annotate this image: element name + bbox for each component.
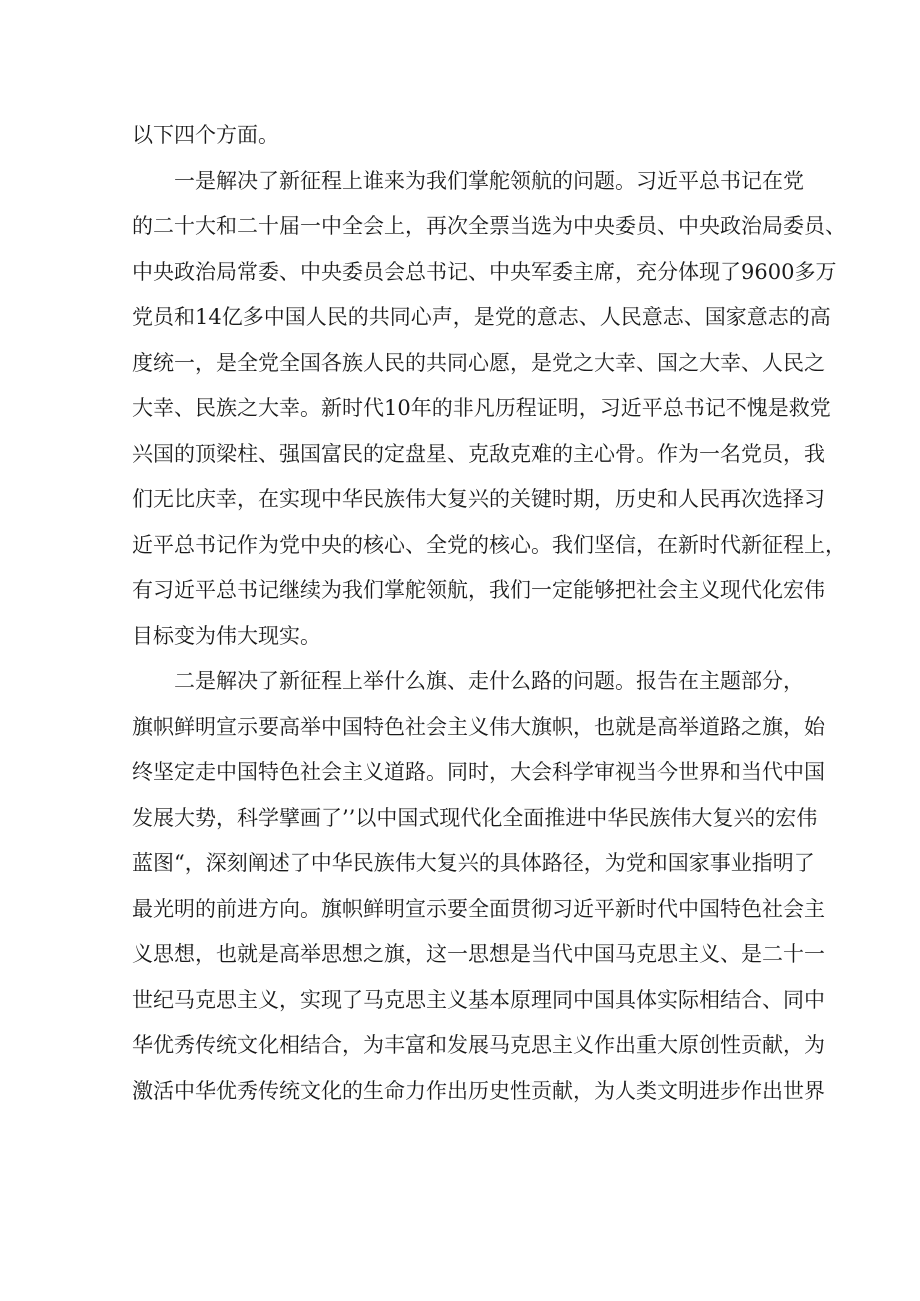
text-line: 大幸、民族之大幸。新时代10年的非凡历程证明，习近平总书记不愧是救党	[132, 396, 831, 420]
text-line: 度统一，是全党全国各族人民的共同心愿，是党之大幸、国之大幸、人民之	[132, 350, 825, 375]
paragraph-one-first-line: 一是解决了新征程上谁来为我们掌舵领航的问题。习近平总书记在党	[174, 168, 804, 193]
document-body	[132, 113, 846, 1114]
text-line: 中央政治局常委、中央委员会总书记、中央军委主席，充分体现了9600多万	[132, 259, 837, 284]
text-line: 激活中华优秀传统文化的生命力作出历史性贡献，为人类文明进步作出世界	[132, 1078, 825, 1103]
text-line: 义思想，也就是高举思想之旗，这一思想是当代中国马克思主义、是二十一	[132, 942, 825, 966]
text-line: 们无比庆幸，在实现中华民族伟大复兴的关键时期，历史和人民再次选择习	[132, 487, 825, 511]
text-line: 目标变为伟大现实。	[132, 623, 321, 648]
text-line: 发展大势，科学擘画了’’以中国式现代化全面推进中华民族伟大复兴的宏伟	[132, 805, 818, 830]
text-line: 华优秀传统文化相结合，为丰富和发展马克思主义作出重大原创性贡献，为	[132, 1033, 825, 1057]
paragraph-two-first-line: 二是解决了新征程上举什么旗、走什么路的问题。报告在主题部分，	[174, 669, 804, 693]
text-line: 终坚定走中国特色社会主义道路。同时，大会科学审视当今世界和当代中国	[132, 760, 825, 784]
text-line: 旗帜鲜明宣示要高举中国特色社会主义伟大旗帜，也就是高举道路之旗，始	[132, 714, 825, 739]
text-line: 近平总书记作为党中央的核心、全党的核心。我们坚信，在新时代新征程上，	[132, 532, 846, 557]
text-line: 以下四个方面。	[132, 123, 279, 147]
text-line: 有习近平总书记继续为我们掌舵领航，我们一定能够把社会主义现代化宏伟	[132, 578, 825, 602]
text-line: 的二十大和二十届一中全会上，再次全票当选为中央委员、中央政治局委员、	[132, 214, 846, 238]
text-line: 党员和14亿多中国人民的共同心声，是党的意志、人民意志、国家意志的高	[132, 305, 831, 329]
text-line: 蓝图“，深刻阐述了中华民族伟大复兴的具体路径，为党和国家事业指明了	[132, 851, 815, 875]
text-line: 世纪马克思主义，实现了马克思主义基本原理同中国具体实际相结合、同中	[132, 987, 825, 1012]
text-line: 兴国的顶梁柱、强国富民的定盘星、克敌克难的主心骨。作为一名党员，我	[132, 441, 825, 466]
text-line: 最光明的前进方向。旗帜鲜明宣示要全面贯彻习近平新时代中国特色社会主	[132, 896, 825, 921]
